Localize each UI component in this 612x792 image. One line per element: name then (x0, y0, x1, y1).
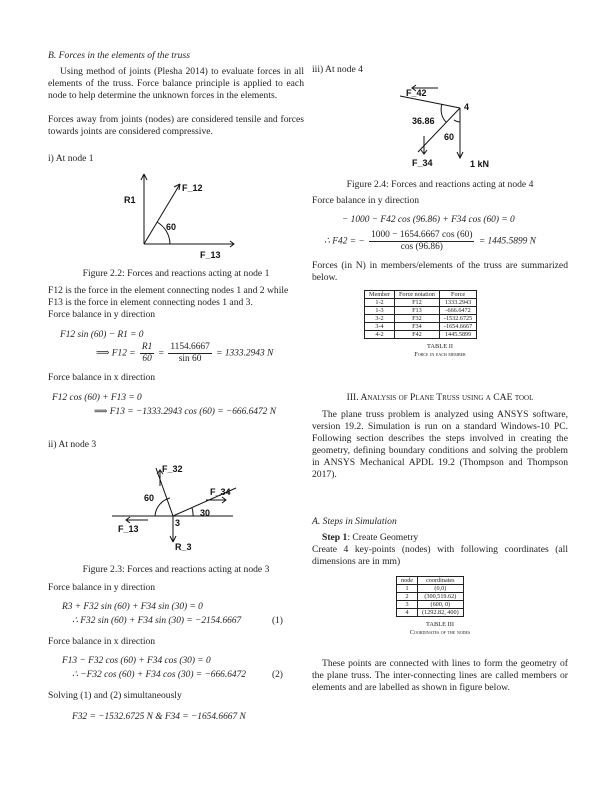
label-f42: F_42 (406, 88, 427, 98)
figure-2-2-diagram (108, 166, 258, 266)
table-row (397, 585, 464, 593)
table-cell: 1333.2943 (439, 299, 476, 307)
equation-2b: ⟹ F13 = −1333.2943 cos (60) = −666.6472 N (94, 407, 276, 417)
table-cell: 1-2 (365, 299, 395, 307)
equation-1b-result: = 1333.2943 N (216, 348, 274, 359)
equation-3b-number: (1) (272, 616, 283, 626)
table-2-header-cell: Force notation (394, 291, 439, 299)
table-row (397, 593, 464, 601)
equation-5b-frac: $\frac{1000 - 1654.6667 \cos (60)}{\cos (96.86)}$ (371, 230, 473, 252)
summary-text: Forces (in N) in members/elements of the truss are summarized below. (312, 260, 568, 283)
table-cell: 4 (397, 609, 418, 617)
label-f13: F_13 (200, 250, 221, 260)
table-cell: (0,0) (418, 585, 464, 593)
table-2-label: TABLE II (427, 343, 453, 350)
equation-3a: R3 + F32 sin (60) + F34 sin (30) = 0 (62, 602, 203, 612)
figure-2-2-caption: Figure 2.2: Forces and reactions acting at node 1 (82, 268, 270, 279)
equation-4b-number: (2) (272, 670, 283, 680)
label-f13: F_13 (118, 524, 139, 534)
table-row (365, 315, 477, 323)
para-method-of-joints: Using method of joints (Plesha 2014) to evaluate forces in all elements of the truss. Force balance principle is applied to each node to help determine the unknown forces in the elements. (48, 66, 304, 101)
table-cell: 1-3 (365, 307, 395, 315)
table-cell: 1 (397, 585, 418, 593)
angle-3686-arc (441, 104, 446, 122)
table-cell: -1532.6725 (439, 315, 476, 323)
table-cell: -1654.6667 (439, 323, 476, 331)
label-f34: F_34 (210, 487, 231, 497)
force-balance-y-node3: Force balance in y direction (48, 582, 156, 593)
node1-label: i) At node 1 (48, 153, 94, 164)
table-row (365, 331, 477, 339)
label-angle-30: 30 (200, 508, 211, 518)
table-cell: F32 (394, 315, 439, 323)
label-r1: R1 (124, 195, 136, 205)
f12-definition: F12 is the force in the element connecting nodes 1 and 2 while (48, 285, 289, 296)
table-cell: 3-2 (365, 315, 395, 323)
para-sign-convention: Forces away from joints (nodes) are considered tensile and forces towards joints are considered compressive. (48, 114, 304, 137)
f32-member-line (156, 468, 173, 516)
equation-1b-frac2: $\frac{1154.6667}{\sin 60}$ (170, 342, 210, 364)
table-cell: 2 (397, 593, 418, 601)
label-angle-60: 60 (444, 132, 455, 142)
table-row (365, 323, 477, 331)
force-balance-y-node1: Force balance in y direction (48, 309, 156, 320)
step-1-text: Create 4 key-points (nodes) with following coordinates (all dimensions are in mm) (312, 544, 568, 567)
solving-text: Solving (1) and (2) simultaneously (48, 690, 182, 701)
table-2 (364, 290, 477, 339)
table-cell: 4-2 (365, 331, 395, 339)
figure-2-4-caption: Figure 2.4: Forces and reactions acting at node 4 (346, 179, 534, 190)
f13-definition: F13 is the force in element connecting nodes 1 and 3. (48, 297, 253, 308)
label-f34: F_34 (412, 158, 433, 168)
table-row (365, 307, 477, 315)
table-cell: 3 (397, 601, 418, 609)
step-1-rest: : Create Geometry (347, 532, 419, 543)
equation-1b-lhs: ⟹ F12 = (96, 348, 136, 359)
equation-4a: F13 − F32 cos (60) + F34 cos (30) = 0 (62, 656, 211, 666)
equation-3b: ∴ F32 sin (60) + F34 sin (30) = −2154.6667 (72, 616, 242, 626)
table-cell: F34 (394, 323, 439, 331)
table-3-header-cell: node (397, 577, 418, 585)
node3-label: ii) At node 3 (48, 439, 97, 450)
equation-5b-result: = 1445.5899 N (478, 236, 536, 247)
table-2-header-cell: Force (439, 291, 476, 299)
table-2-header-row (365, 291, 477, 299)
section-a-heading: A. Steps in Simulation (312, 516, 397, 527)
table-cell: 3-4 (365, 323, 395, 331)
table-cell: F42 (394, 331, 439, 339)
step-1-heading (322, 532, 418, 544)
label-node-4: 4 (464, 102, 470, 112)
angle-30-arc (192, 508, 193, 516)
table-cell: 1445.5899 (439, 331, 476, 339)
equation-5a: − 1000 − F42 cos (96.86) + F34 cos (60) = 0 (342, 215, 515, 225)
table-2-header-cell: Member (365, 291, 395, 299)
figure-2-4-diagram (394, 78, 524, 178)
label-angle-3686: 36.86 (412, 116, 435, 126)
figure-2-3-caption: Figure 2.3: Forces and reactions acting at node 3 (82, 564, 270, 575)
step-1-bold: Step 1 (322, 532, 348, 543)
table-cell: F13 (394, 307, 439, 315)
label-f32: F_32 (162, 464, 183, 474)
force-balance-x-node3: Force balance in x direction (48, 636, 156, 647)
equation-1a: F12 sin (60) − R1 = 0 (60, 330, 144, 340)
table-row (397, 601, 464, 609)
table-cell: (300,519.62) (418, 593, 464, 601)
table-cell: -666.6472 (439, 307, 476, 315)
table-3-header-row (397, 577, 464, 585)
table-3 (396, 576, 464, 617)
equation-1b-frac1: $\frac{R1}{60}$ (141, 342, 153, 364)
table-2-caption: Force in each member (414, 351, 466, 358)
force-balance-x-node1: Force balance in x direction (48, 372, 156, 383)
final-result: F32 = −1532.6725 N & F34 = −1654.6667 N (72, 712, 246, 722)
table-3-caption: Coordinates of the nodes (409, 629, 471, 636)
table-row (365, 299, 477, 307)
force-balance-y-node4: Force balance in y direction (312, 195, 420, 206)
equation-1b: ⟹ F12 = $\frac{R1}{60}$ = $\frac{1154.6667}{\sin 60}$ = 1333.2943 N (96, 342, 274, 364)
label-node-3: 3 (175, 518, 181, 528)
table-cell: F12 (394, 299, 439, 307)
section-3-paragraph: The plane truss problem is analyzed using ANSYS software, version 19.2. Simulation is run on a standard Windows-10 PC. Following section describes the steps involved in creating the geometry, defining boundary conditions and solving the problem in ANSYS Mechanical APDL 19.2 (Thompson and Thompson 2017). (312, 409, 568, 480)
table-row (397, 609, 464, 617)
figure-2-3-diagram (108, 458, 298, 568)
label-angle-60: 60 (144, 493, 155, 503)
equation-5b-lhs: ∴ F42 = − (324, 236, 365, 247)
label-load-1kn: 1 kN (470, 159, 490, 169)
equation-4b: ∴ −F32 cos (60) + F34 cos (30) = −666.6472 (72, 670, 246, 680)
table-3-header-cell: coordinates (418, 577, 464, 585)
table-3-label: TABLE III (425, 621, 455, 628)
section-b-heading: B. Forces in the elements of the truss (48, 50, 190, 61)
f12-member-line (144, 184, 180, 244)
equation-5b (324, 230, 536, 253)
angle-60-arc (454, 120, 460, 122)
closing-paragraph: These points are connected with lines to form the geometry of the plane truss. The inter-connecting lines are called members or elements and are labelled as shown in figure below. (312, 658, 568, 693)
table-cell: (1292.82, 400) (418, 609, 464, 617)
label-angle-60: 60 (166, 222, 177, 232)
label-f12: F_12 (182, 183, 203, 193)
table-cell: (600, 0) (418, 601, 464, 609)
label-r3: R_3 (175, 542, 192, 552)
section-3-heading: III. Analysis of Plane Truss using a CAE tool (346, 392, 534, 403)
node4-label: iii) At node 4 (312, 64, 363, 75)
equation-2a: F12 cos (60) + F13 = 0 (52, 393, 142, 403)
